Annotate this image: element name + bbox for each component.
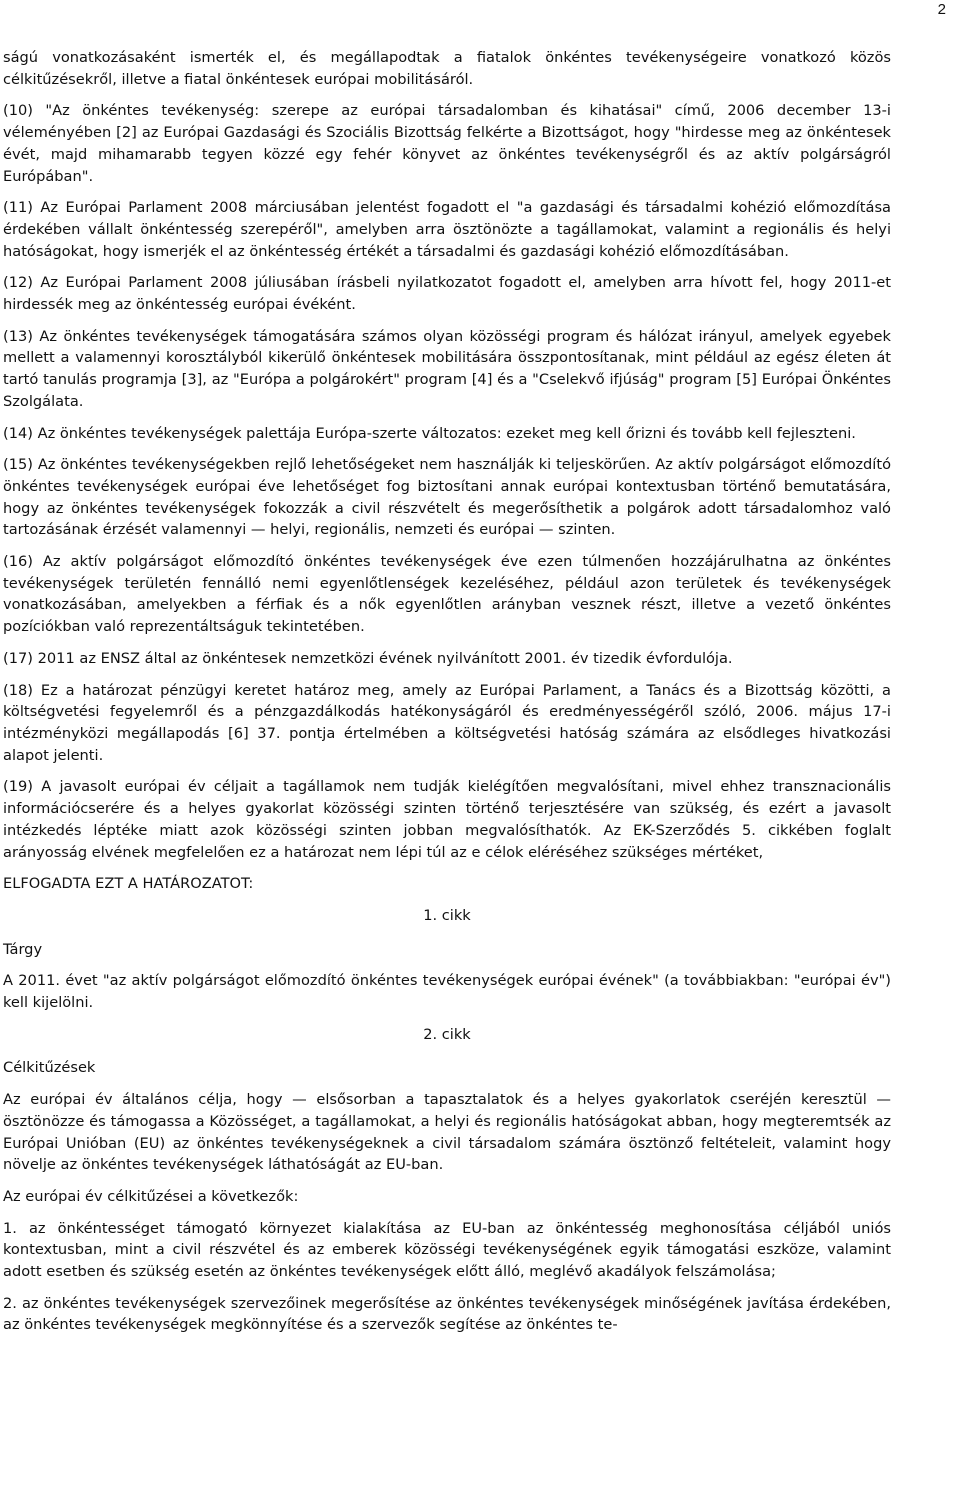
article-2-objectives-intro: Az európai év célkitűzései a következők: bbox=[3, 1187, 299, 1205]
recital-18: (18) Ez a határozat pénzügyi keretet határoz meg, amely az Európai Parlament, a Tanács és a Bizottság közötti, a költségvetési fegyelemről és a pénzgazdálkodás hatékonyságáról és eredményességéről szóló, 2006. május 17-i intézményközi megállapodás [6] 37. pontja értelmében a költségvetési hatóság számára az elsődleges hivatkozási alapot jelenti. bbox=[3, 681, 891, 764]
recital-19: (19) A javasolt európai év céljait a tagállamok nem tudják kielégítően megvalósítani, mivel ehhez transznacionális információcserére és a helyes gyakorlat közösségi szinten történő terjesztésére van szükség, és ezért a javasolt intézkedés léptéke miatt azok közösségi szinten jobban megvalósíthatók. Az EK-Szerződés 5. cikkében foglalt arányosság elvének megfelelően ez a határozat nem lépi túl az e célok eléréséhez szükséges mértéket, bbox=[3, 778, 891, 861]
recital-12: (12) Az Európai Parlament 2008 júliusában írásbeli nyilatkozatot fogadott el, amelyben arra hívott fel, hogy 2011-et hirdessék meg az önkéntesség európai évéként. bbox=[3, 274, 891, 314]
recital-16: (16) Az aktív polgárságot előmozdító önkéntes tevékenységek éve ezen túlmenően hozzájárulhatna az önkéntes tevékenységek területén fennálló nemi egyenlőtlenségek kezeléséhez, például azon területek és tevékenységek vonatkozásában, amelyekben a férfiak és a nők egyenlőtlen arányban vesznek részt, illetve a vezető önkéntes pozíciókban való reprezentáltságuk tekintetében. bbox=[3, 553, 891, 636]
article-2-number: 2. cikk bbox=[423, 1025, 471, 1043]
recital-15: (15) Az önkéntes tevékenységekben rejlő lehetőségeket nem használják ki teljeskörűen. Az aktív polgárságot előmozdító önkéntes tevékenységek európai éve lehetőséget fog biztosítani annak európai kontextusban történő bemutatására, hogy az önkéntes tevékenységek fokozzák a civil részvételt és megerősíthetik a polgárok adott társadalomhoz való tartozásának érzését valamennyi — helyi, regionális, nemzeti és európai — szinten. bbox=[3, 456, 891, 539]
recital-17: (17) 2011 az ENSZ által az önkéntesek nemzetközi évének nyilvánított 2001. év tizedik évfordulója. bbox=[3, 649, 733, 667]
recital-11: (11) Az Európai Parlament 2008 márciusában jelentést fogadott el "a gazdasági és társadalmi kohézió előmozdítása érdekében vállalt önkéntesség szerepéről", amelyben arra ösztönözte a tagállamokat, valamint a regionális és helyi hatóságokat, hogy ismerjék el az önkéntesség értékét a társadalmi és gazdasági kohézió előmozdításában. bbox=[3, 199, 891, 260]
page-number: 2 bbox=[937, 1, 946, 18]
article-1-number: 1. cikk bbox=[423, 906, 471, 924]
article-2-objective-1: 1. az önkéntességet támogató környezet kialakítása az EU-ban az önkéntesség meghonosítása céljából uniós kontextusban, mint a civil részvétel és az emberek közösségi tevékenységének egyik támogatási eszköze, valamint adott esetben és szükség esetén az önkéntes tevékenységek előtt álló, meglévő akadályok felszámolása; bbox=[3, 1219, 891, 1281]
paragraph-intro-continuation: ságú vonatkozásaként ismerték el, és megállapodtak a fiatalok önkéntes tevékenységeire vonatkozó közös célkitűzésekről, illetve a fiatal önkéntesek európai mobilitásáról. bbox=[3, 49, 891, 88]
article-1-text: A 2011. évet "az aktív polgárságot előmozdító önkéntes tevékenységek európai évének" (a továbbiakban: "európai év") kell kijelölni. bbox=[3, 972, 891, 1012]
document-body bbox=[3, 47, 891, 1346]
recital-10: (10) "Az önkéntes tevékenység: szerepe az európai társadalomban és kihatásai" című, 2006 december 13-i véleményében [2] az Európai Gazdasági és Szociális Bizottság felkérte a Bizottságot, hogy "hirdesse meg az önkéntesek évét, majd mihamarabb tegyen közzé egy fehér könyvet az önkéntes tevékenységről és az aktív polgárságról Európában". bbox=[3, 102, 891, 185]
recital-14: (14) Az önkéntes tevékenységek palettája Európa-szerte változatos: ezeket meg kell őrizni és tovább kell fejleszteni. bbox=[3, 424, 856, 442]
article-1-title: Tárgy bbox=[3, 940, 43, 958]
article-2-title: Célkitűzések bbox=[3, 1059, 96, 1077]
article-2-general-objective: Az európai év általános célja, hogy — elsősorban a tapasztalatok és a helyes gyakorlatok cseréjén keresztül — ösztönözze és támogassa a Közösséget, a tagállamokat, a helyi és regionális hatóságokat abban, hogy megteremtsék az Európai Unióban (EU) az önkéntes tevékenységeknek a civil társadalom számára ösztönző feltételeit, valamint hogy növelje az önkéntes tevékenységek láthatóságát az EU-ban. bbox=[3, 1091, 891, 1174]
adopted-heading: ELFOGADTA EZT A HATÁROZATOT: bbox=[3, 875, 254, 893]
recital-13: (13) Az önkéntes tevékenységek támogatására számos olyan közösségi program és hálózat irányul, amelyek egyebek mellett a valamennyi korosztályból kikerülő önkéntesek mobilitására összpontosítanak, mint például az egész életen át tartó tanulás programja [3], az "Európa a polgárokért" program [4] és a "Cselekvő ifjúság" program [5] Európai Önkéntes Szolgálata. bbox=[3, 327, 891, 410]
article-2-objective-2: 2. az önkéntes tevékenységek szervezőinek megerősítése az önkéntes tevékenységek minőségének javítása érdekében, az önkéntes tevékenységek megkönnyítése és a szervezők segítése az önkéntes te- bbox=[3, 1294, 891, 1334]
